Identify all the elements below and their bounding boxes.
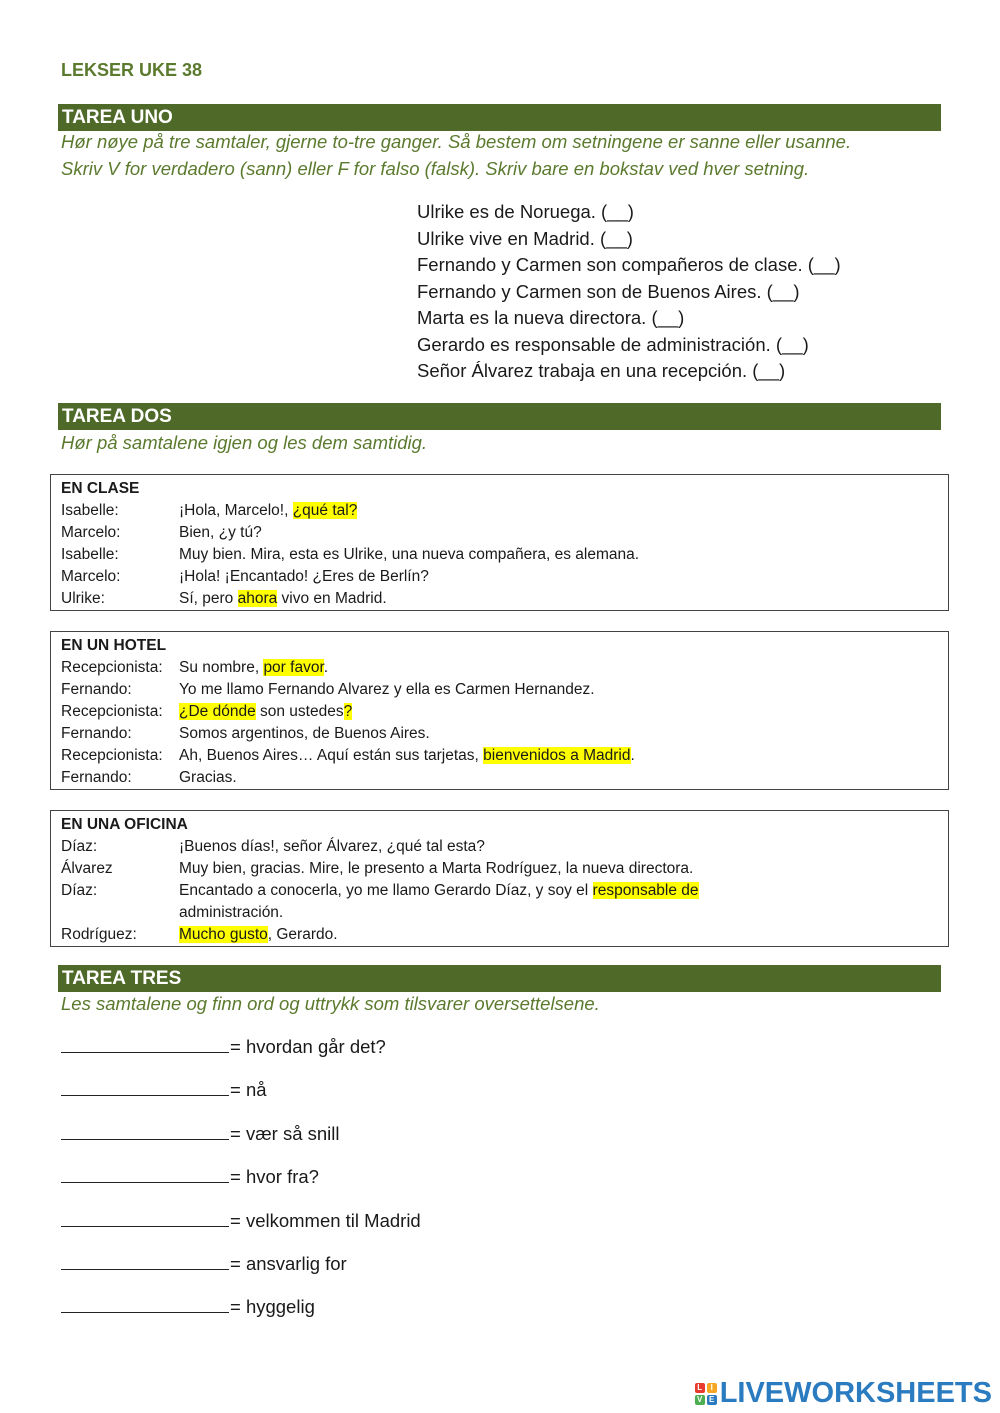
tarea-tres-heading: TAREA TRES [58, 965, 941, 992]
statement[interactable]: Ulrike es de Noruega. (__) [417, 201, 634, 222]
line-text: . [630, 747, 635, 764]
dialogue-row [61, 544, 948, 566]
speaker-label: Álvarez [61, 860, 113, 877]
statement[interactable]: Fernando y Carmen son de Buenos Aires. (__) [417, 280, 800, 302]
dialogue-en-clase [50, 474, 949, 611]
speaker-label: Marcelo: [61, 524, 121, 541]
line-text: , Gerardo. [267, 926, 338, 943]
translation-item [61, 1162, 421, 1205]
page-title: LEKSER UKE 38 [61, 60, 203, 80]
highlighted-phrase: ¿De dónde [179, 703, 256, 720]
translation-text: = hyggelig [230, 1296, 315, 1318]
dialogue-line [179, 522, 948, 544]
line-text: ¡Buenos días!, señor Álvarez, ¿qué tal esta? [179, 838, 485, 855]
highlighted-phrase: ¿qué tal? [292, 502, 358, 519]
line-text: administración. [179, 904, 284, 921]
highlighted-phrase: responsable de [592, 882, 699, 899]
tarea-uno-instruction-2: Skriv V for verdadero (sann) eller F for falso (falsk). Skriv bare en bokstav ved hver setning. [61, 158, 810, 179]
speaker-label: Marcelo: [61, 568, 121, 585]
answer-blank[interactable] [61, 1249, 229, 1270]
dialogue-line [179, 880, 948, 902]
tarea-tres-instruction: Les samtalene og finn ord og uttrykk som tilsvarer oversettelsene. [61, 993, 600, 1014]
dialogue-line [179, 858, 948, 880]
translation-text: = hvordan går det? [230, 1036, 386, 1057]
dialogue-line [179, 701, 948, 723]
line-text: vivo en Madrid. [277, 590, 387, 607]
line-text: Yo me llamo Fernando Alvarez y ella es Carmen Hernandez. [179, 681, 595, 698]
line-text: Su nombre, [179, 659, 264, 676]
dialogue-line [179, 500, 948, 522]
dialogue-line [179, 902, 948, 924]
answer-blank[interactable] [61, 1075, 229, 1096]
dialogue-row [61, 836, 948, 858]
dialogue-row [61, 522, 948, 544]
dialogue-row [61, 745, 948, 767]
dialogue-line [179, 723, 948, 745]
tarea-dos-instruction: Hør på samtalene igjen og les dem samtidig. [61, 432, 428, 453]
dialogue-line [179, 679, 948, 701]
dialogue-line [179, 588, 948, 610]
statement[interactable]: Gerardo es responsable de administración. (__) [417, 333, 809, 355]
highlighted-phrase: bienvenidos a Madrid [483, 747, 631, 764]
answer-blank[interactable] [61, 1119, 229, 1140]
answer-blank[interactable] [61, 1292, 229, 1313]
line-text: son ustedes [255, 703, 344, 720]
statement[interactable]: Fernando y Carmen son compañeros de clase. (__) [417, 254, 841, 275]
tarea-uno-instruction-1: Hør nøye på tre samtaler, gjerne to-tre ganger. Så bestem om setningene er sanne eller usanne. [61, 131, 852, 152]
dialogue-line [179, 566, 948, 588]
logo-icon [695, 1383, 717, 1405]
dialogue-line [179, 544, 948, 566]
dialogue-row [61, 902, 948, 924]
dialogue-line [179, 836, 948, 858]
speaker-label: Ulrike: [61, 590, 105, 607]
speaker-label: Recepcionista: [61, 703, 163, 720]
line-text: Sí, pero [179, 590, 238, 607]
translation-item [61, 1119, 421, 1162]
logo-letter: V [695, 1395, 705, 1405]
dialogue-row [61, 657, 948, 679]
speaker-label: Díaz: [61, 882, 98, 899]
dialogue-row [61, 723, 948, 745]
logo-text: LIVEWORKSHEETS [719, 1377, 992, 1409]
highlighted-phrase: ahora [237, 590, 278, 607]
line-text: Somos argentinos, de Buenos Aires. [179, 725, 430, 742]
statement[interactable]: Señor Álvarez trabaja en una recepción. (__) [417, 360, 786, 381]
dialogue-title: EN CLASE [61, 480, 140, 497]
line-text: Encantado a conocerla, yo me llamo Gerardo Díaz, y soy el [179, 882, 593, 899]
line-text: Gracias. [179, 769, 237, 786]
dialogue-title: EN UN HOTEL [61, 637, 167, 654]
translation-item [61, 1249, 421, 1292]
dialogue-row [61, 701, 948, 723]
speaker-label: Isabelle: [61, 502, 119, 519]
speaker-label: Fernando: [61, 769, 132, 786]
line-text: . [323, 659, 329, 676]
speaker-label: Fernando: [61, 725, 132, 742]
line-text: ¡Hola, Marcelo!, [179, 502, 293, 519]
line-text: ¡Hola! ¡Encantado! ¿Eres de Berlín? [179, 568, 429, 585]
speaker-label: Recepcionista: [61, 747, 163, 764]
logo-letter: I [707, 1383, 717, 1393]
translation-text: = velkommen til Madrid [230, 1209, 421, 1231]
translation-list [61, 1032, 421, 1336]
dialogue-title: EN UNA OFICINA [61, 816, 188, 833]
statement[interactable]: Marta es la nueva directora. (__) [417, 307, 685, 328]
dialogue-line [179, 657, 948, 679]
dialogue-row [61, 588, 948, 610]
answer-blank[interactable] [61, 1032, 229, 1053]
speaker-label: Fernando: [61, 681, 132, 698]
dialogue-row [61, 924, 948, 946]
dialogue-row [61, 500, 948, 522]
highlighted-phrase: Mucho gusto [179, 926, 268, 943]
dialogue-line [179, 924, 948, 946]
statement-list [417, 199, 841, 385]
line-text: Bien, ¿y tú? [179, 524, 262, 541]
dialogue-en-un-hotel [50, 631, 949, 790]
speaker-label: Isabelle: [61, 546, 119, 563]
dialogue-row [61, 679, 948, 701]
dialogue-row [61, 880, 948, 902]
dialogue-line [179, 745, 948, 767]
highlighted-phrase: ? [343, 703, 353, 720]
dialogue-row [61, 767, 948, 789]
statement[interactable]: Ulrike vive en Madrid. (__) [417, 227, 633, 249]
dialogue-row [61, 858, 948, 880]
logo-letter: E [707, 1395, 717, 1405]
highlighted-phrase: por favor [263, 659, 324, 676]
line-text: Muy bien. Mira, esta es Ulrike, una nueva compañera, es alemana. [179, 546, 640, 563]
logo-letter: L [695, 1383, 705, 1393]
translation-item [61, 1075, 421, 1118]
dialogue-en-una-oficina [50, 810, 949, 947]
speaker-label: Recepcionista: [61, 659, 163, 676]
speaker-label [61, 902, 179, 924]
dialogue-row [61, 566, 948, 588]
line-text: Muy bien, gracias. Mire, le presento a Marta Rodríguez, la nueva directora. [179, 860, 694, 877]
translation-text: = hvor fra? [230, 1166, 319, 1188]
answer-blank[interactable] [61, 1206, 229, 1227]
translation-text: = vær så snill [230, 1122, 340, 1144]
translation-text: = ansvarlig for [230, 1252, 347, 1274]
tarea-uno-heading: TAREA UNO [58, 104, 941, 131]
answer-blank[interactable] [61, 1162, 229, 1183]
translation-item [61, 1206, 421, 1249]
speaker-label: Rodríguez: [61, 926, 137, 943]
line-text: Ah, Buenos Aires… Aquí están sus tarjetas, [179, 747, 484, 764]
tarea-dos-heading: TAREA DOS [58, 403, 941, 430]
dialogue-line [179, 767, 948, 789]
translation-text: = nå [230, 1079, 267, 1101]
speaker-label: Díaz: [61, 838, 98, 855]
translation-item [61, 1032, 421, 1075]
translation-item [61, 1292, 421, 1335]
liveworksheets-logo[interactable] [695, 1377, 992, 1410]
